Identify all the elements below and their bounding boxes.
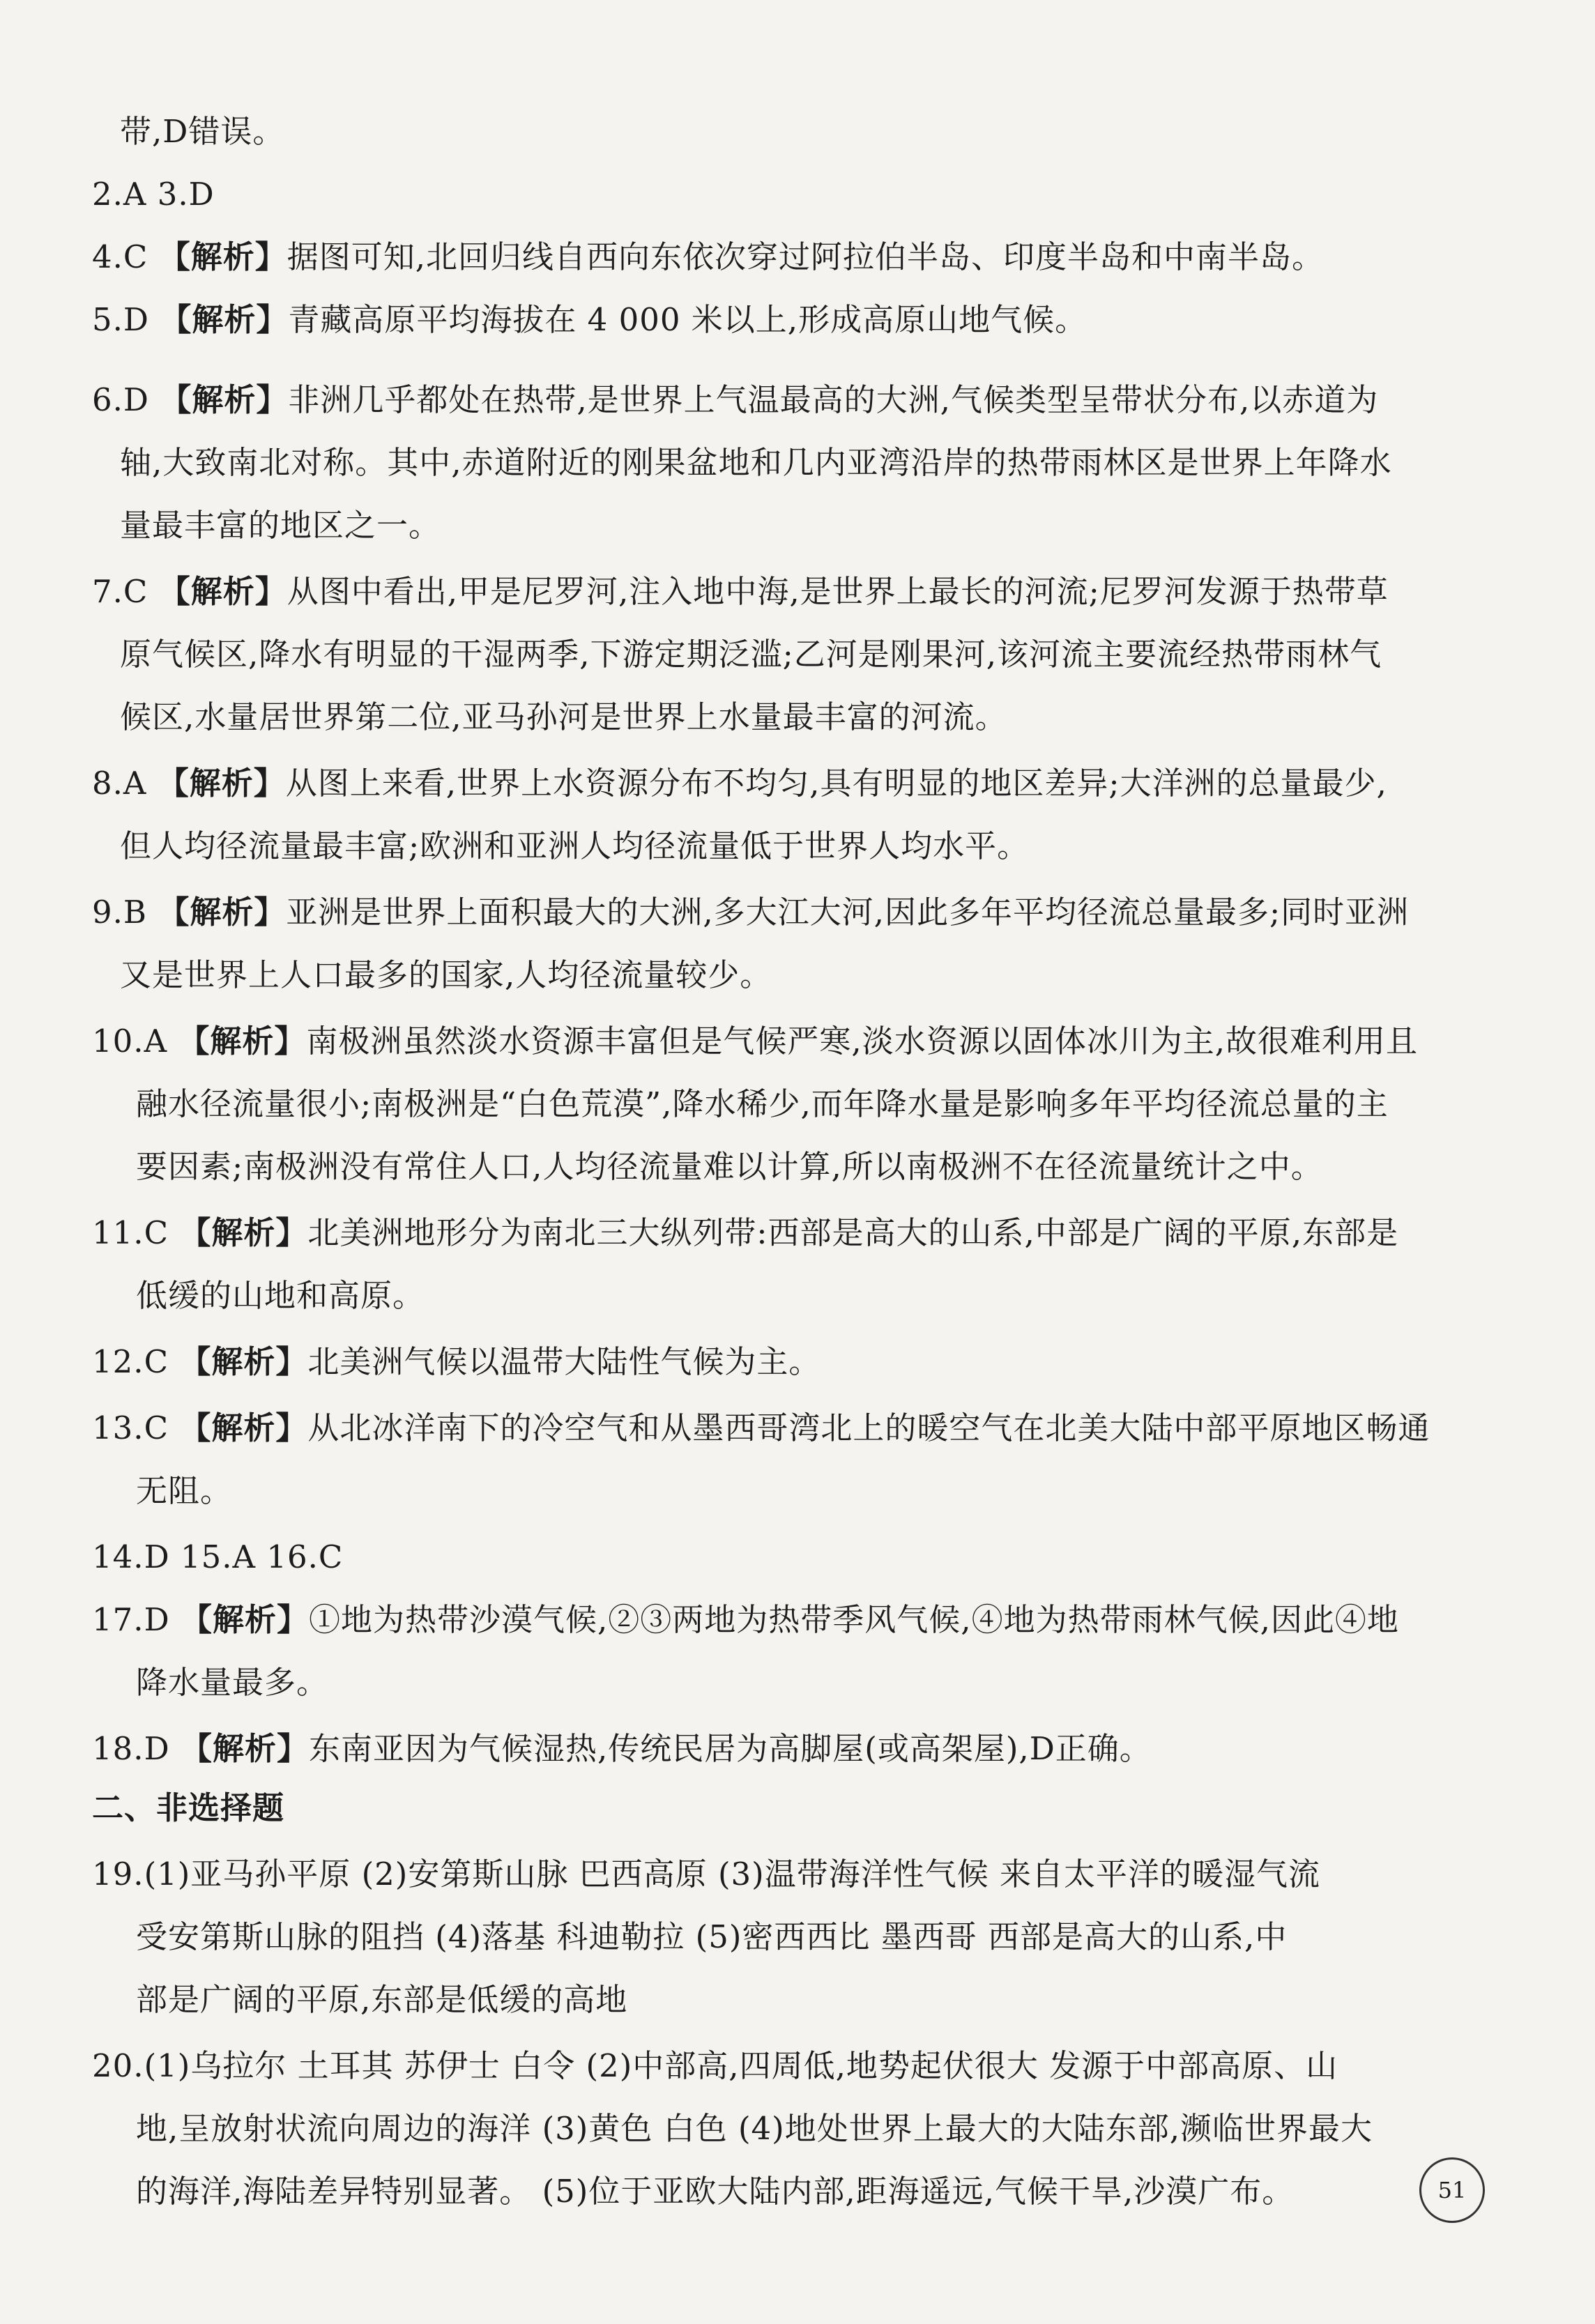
text-line: 轴,大致南北对称。其中,赤道附近的刚果盆地和几内亚湾沿岸的热带雨林区是世界上年降水 [120, 444, 1392, 481]
answer-text: 从图中看出,甲是尼罗河,注入地中海,是世界上最长的河流;尼罗河发源于热带草 [287, 573, 1389, 610]
answer-number: 10.A [92, 1023, 168, 1060]
answer-number: 4.C [92, 238, 148, 275]
text-line: 量最丰富的地区之一。 [120, 507, 441, 544]
answer-line [92, 1020, 1595, 1062]
text-line: 低缓的山地和高原。 [136, 1277, 425, 1314]
answer-number: 9.B [92, 894, 148, 931]
text-line: 地,呈放射状流向周边的海洋 (3)黄色 白色 (4)地处世界上最大的大陆东部,濒临世界最大 [136, 2110, 1373, 2147]
answer-text: 北美洲气候以温带大陆性气候为主。 [307, 1343, 821, 1380]
answer-line [92, 299, 1595, 341]
text-line: 14.D 15.A 16.C [92, 1538, 344, 1575]
analysis-tag: 【解析】 [158, 894, 287, 931]
answer-line [92, 892, 1595, 933]
answer-number: 6.D [92, 381, 150, 418]
answer-number: 12.C [92, 1343, 169, 1380]
answer-number: 13.C [92, 1409, 169, 1446]
analysis-tag: 【解析】 [160, 381, 289, 418]
text-line: 降水量最多。 [136, 1664, 329, 1701]
answer-text: 非洲几乎都处在热带,是世界上气温最高的大洲,气候类型呈带状分布,以赤道为 [288, 381, 1379, 418]
text-line: 要因素;南极洲没有常住人口,人均径流量难以计算,所以南极洲不在径流量统计之中。 [136, 1148, 1323, 1185]
text-line: 受安第斯山脉的阻挡 (4)落基 科迪勒拉 (5)密西西比 墨西哥 西部是高大的山系,中 [136, 1918, 1288, 1955]
answer-line [92, 1212, 1595, 1254]
answer-text: 从图上来看,世界上水资源分布不均匀,具有明显的地区差异;大洋洲的总量最少, [285, 765, 1387, 802]
text-line: 但人均径流量最丰富;欧洲和亚洲人均径流量低于世界人均水平。 [120, 827, 1030, 864]
text-line: 19.(1)亚马孙平原 (2)安第斯山脉 巴西高原 (3)温带海洋性气候 来自太平洋的暖湿气流 [92, 1856, 1321, 1893]
text-line: 融水径流量很小;南极洲是“白色荒漠”,降水稀少,而年降水量是影响多年平均径流总量的主 [136, 1085, 1389, 1122]
answer-line [92, 1728, 1595, 1770]
answer-line [92, 1407, 1595, 1449]
answer-text: 从北冰洋南下的冷空气和从墨西哥湾北上的暖空气在北美大陆中部平原地区畅通 [307, 1409, 1430, 1446]
answer-text: 南极洲虽然淡水资源丰富但是气候严寒,淡水资源以固体冰川为主,故很难利用且 [306, 1023, 1419, 1060]
analysis-tag: 【解析】 [179, 1343, 308, 1380]
answer-text: 北美洲地形分为南北三大纵列带:西部是高大的山系,中部是广阔的平原,东部是 [307, 1214, 1399, 1251]
analysis-tag: 【解析】 [160, 301, 289, 338]
analysis-tag: 【解析】 [180, 1601, 309, 1638]
text-line: 20.(1)乌拉尔 土耳其 苏伊士 白令 (2)中部高,四周低,地势起伏很大 发源于中部高原、山 [92, 2047, 1338, 2084]
answer-line [92, 763, 1595, 804]
answer-line [92, 571, 1595, 613]
text-line: 原气候区,降水有明显的干湿两季,下游定期泛滥;乙河是刚果河,该河流主要流经热带雨林气 [120, 636, 1382, 673]
analysis-tag: 【解析】 [179, 1214, 308, 1251]
analysis-tag: 【解析】 [179, 1409, 308, 1446]
page-number: 51 [1419, 2157, 1485, 2223]
answer-text: 亚洲是世界上面积最大的大洲,多大江大河,因此多年平均径流总量最多;同时亚洲 [286, 894, 1410, 931]
text-line: 候区,水量居世界第二位,亚马孙河是世界上水量最丰富的河流。 [120, 698, 1007, 735]
text-line: 部是广阔的平原,东部是低缓的高地 [136, 1981, 628, 2018]
text-line: 的海洋,海陆差异特别显著。 (5)位于亚欧大陆内部,距海遥远,气候干旱,沙漠广布。 [136, 2173, 1295, 2210]
answer-line [92, 236, 1595, 278]
answer-text: 东南亚因为气候湿热,传统民居为高脚屋(或高架屋),D正确。 [308, 1730, 1152, 1767]
answer-number: 18.D [92, 1730, 170, 1767]
answer-number: 7.C [92, 573, 148, 610]
section-heading: 二、非选择题 [92, 1789, 285, 1826]
answer-line [92, 1341, 1595, 1383]
text-line: 带,D错误。 [120, 113, 285, 150]
answer-number: 17.D [92, 1601, 170, 1638]
answer-number: 5.D [92, 301, 150, 338]
answer-number: 8.A [92, 765, 147, 802]
text-line: 又是世界上人口最多的国家,人均径流量较少。 [120, 956, 772, 993]
analysis-tag: 【解析】 [180, 1730, 309, 1767]
text-line: 2.A 3.D [92, 176, 215, 213]
answer-line [92, 1599, 1595, 1641]
text-line: 无阻。 [136, 1472, 233, 1509]
analysis-tag: 【解析】 [158, 573, 287, 610]
answer-text: 据图可知,北回归线自西向东依次穿过阿拉伯半岛、印度半岛和中南半岛。 [287, 238, 1325, 275]
analysis-tag: 【解析】 [158, 238, 287, 275]
analysis-tag: 【解析】 [178, 1023, 307, 1060]
analysis-tag: 【解析】 [157, 765, 286, 802]
answer-number: 11.C [92, 1214, 169, 1251]
answer-text: 青藏高原平均海拔在 4 000 米以上,形成高原山地气候。 [288, 301, 1088, 338]
answer-text: ①地为热带沙漠气候,②③两地为热带季风气候,④地为热带雨林气候,因此④地 [308, 1601, 1399, 1638]
answer-line [92, 379, 1595, 421]
